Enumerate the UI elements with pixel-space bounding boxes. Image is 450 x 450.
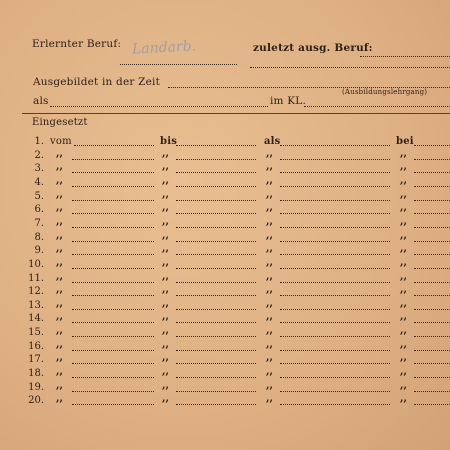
ditto-bis: ,, bbox=[162, 230, 169, 241]
vom-field[interactable] bbox=[72, 159, 154, 160]
ditto-als: ,, bbox=[266, 216, 273, 227]
ditto-bei: ,, bbox=[400, 393, 407, 404]
als-field-row[interactable] bbox=[280, 282, 390, 283]
bei-field[interactable] bbox=[414, 309, 450, 310]
bei-field[interactable] bbox=[414, 172, 450, 173]
bei-field[interactable] bbox=[414, 145, 450, 146]
ditto-vom: ,, bbox=[56, 311, 63, 322]
ditto-bis: ,, bbox=[162, 257, 169, 268]
ditto-bis: ,, bbox=[162, 243, 169, 254]
ditto-als: ,, bbox=[266, 298, 273, 309]
ditto-bei: ,, bbox=[400, 339, 407, 350]
ditto-bei: ,, bbox=[400, 366, 407, 377]
bei-field[interactable] bbox=[414, 404, 450, 405]
bis-field[interactable] bbox=[176, 159, 256, 160]
bei-field[interactable] bbox=[414, 350, 450, 351]
als-field-row[interactable] bbox=[280, 391, 390, 392]
zuletzt-beruf-field-line2[interactable] bbox=[250, 67, 450, 68]
ditto-bis: ,, bbox=[162, 393, 169, 404]
row-number: 16. bbox=[28, 341, 44, 352]
row-number: 6. bbox=[34, 204, 44, 215]
ditto-bei: ,, bbox=[400, 243, 407, 254]
als-field-row[interactable] bbox=[280, 172, 390, 173]
ditto-vom: ,, bbox=[56, 271, 63, 282]
vom-field[interactable] bbox=[72, 404, 154, 405]
row-number: 18. bbox=[28, 368, 44, 379]
bis-field[interactable] bbox=[176, 309, 256, 310]
bei-field[interactable] bbox=[414, 377, 450, 378]
row-number: 14. bbox=[28, 313, 44, 324]
bis-field[interactable] bbox=[176, 227, 256, 228]
ditto-bis: ,, bbox=[162, 148, 169, 159]
bis-field[interactable] bbox=[176, 336, 256, 337]
ditto-bei: ,, bbox=[400, 271, 407, 282]
vom-field[interactable] bbox=[72, 213, 154, 214]
row-number: 13. bbox=[28, 300, 44, 311]
bei-field[interactable] bbox=[414, 268, 450, 269]
ditto-bei: ,, bbox=[400, 189, 407, 200]
als-field-row[interactable] bbox=[280, 350, 390, 351]
ditto-bis: ,, bbox=[162, 298, 169, 309]
im-kl-field[interactable] bbox=[304, 106, 450, 107]
vom-field[interactable] bbox=[72, 295, 154, 296]
bis-field[interactable] bbox=[176, 295, 256, 296]
bis-field[interactable] bbox=[176, 377, 256, 378]
row-number: 5. bbox=[34, 191, 44, 202]
bei-field[interactable] bbox=[414, 213, 450, 214]
ditto-vom: ,, bbox=[56, 366, 63, 377]
als-field-row[interactable] bbox=[280, 404, 390, 405]
bis-field[interactable] bbox=[176, 363, 256, 364]
ditto-als: ,, bbox=[266, 325, 273, 336]
ditto-vom: ,, bbox=[56, 257, 63, 268]
ditto-bis: ,, bbox=[162, 339, 169, 350]
row-number: 3. bbox=[34, 163, 44, 174]
ditto-bis: ,, bbox=[162, 366, 169, 377]
im-kl-label: im KL. bbox=[270, 95, 307, 107]
erlernter-beruf-handwritten-value: Landarb. bbox=[131, 38, 197, 58]
vom-field[interactable] bbox=[72, 227, 154, 228]
ditto-vom: ,, bbox=[56, 230, 63, 241]
row-number: 11. bbox=[28, 273, 44, 284]
ditto-vom: ,, bbox=[56, 284, 63, 295]
ditto-als: ,, bbox=[266, 271, 273, 282]
ditto-bei: ,, bbox=[400, 284, 407, 295]
vom-field[interactable] bbox=[72, 309, 154, 310]
als-field-row[interactable] bbox=[280, 295, 390, 296]
bis-field[interactable] bbox=[176, 322, 256, 323]
ditto-vom: ,, bbox=[56, 380, 63, 391]
bei-field[interactable] bbox=[414, 336, 450, 337]
vom-field[interactable] bbox=[72, 391, 154, 392]
ditto-vom: ,, bbox=[56, 325, 63, 336]
ditto-vom: ,, bbox=[56, 339, 63, 350]
ditto-als: ,, bbox=[266, 161, 273, 172]
ditto-bis: ,, bbox=[162, 311, 169, 322]
vom-field[interactable] bbox=[72, 322, 154, 323]
ditto-als: ,, bbox=[266, 230, 273, 241]
row-number: 7. bbox=[34, 218, 44, 229]
vom-field[interactable] bbox=[72, 268, 154, 269]
bis-field[interactable] bbox=[176, 172, 256, 173]
row-number: 17. bbox=[28, 354, 44, 365]
row-number: 20. bbox=[28, 395, 44, 406]
als-field-row[interactable] bbox=[280, 254, 390, 255]
vom-field[interactable] bbox=[72, 336, 154, 337]
ditto-als: ,, bbox=[266, 393, 273, 404]
ditto-bis: ,, bbox=[162, 216, 169, 227]
ditto-bei: ,, bbox=[400, 325, 407, 336]
ditto-bis: ,, bbox=[162, 271, 169, 282]
vom-field[interactable] bbox=[72, 377, 154, 378]
als-field-row[interactable] bbox=[280, 200, 390, 201]
ditto-als: ,, bbox=[266, 257, 273, 268]
ditto-bis: ,, bbox=[162, 202, 169, 213]
ditto-bei: ,, bbox=[400, 311, 407, 322]
eingesetzt-title: Eingesetzt bbox=[32, 117, 88, 128]
ditto-bei: ,, bbox=[400, 148, 407, 159]
ditto-bei: ,, bbox=[400, 298, 407, 309]
als-field-row[interactable] bbox=[280, 309, 390, 310]
row-number: 1. bbox=[34, 136, 44, 147]
ditto-bis: ,, bbox=[162, 161, 169, 172]
divider-line bbox=[22, 113, 450, 114]
vom-field[interactable] bbox=[72, 350, 154, 351]
ditto-bei: ,, bbox=[400, 202, 407, 213]
vom-field[interactable] bbox=[72, 363, 154, 364]
ditto-als: ,, bbox=[266, 380, 273, 391]
row-number: 12. bbox=[28, 286, 44, 297]
bei-field[interactable] bbox=[414, 363, 450, 364]
bis-field[interactable] bbox=[176, 268, 256, 269]
bis-field[interactable] bbox=[176, 350, 256, 351]
vom-field[interactable] bbox=[74, 145, 154, 146]
ditto-als: ,, bbox=[266, 339, 273, 350]
row-number: 19. bbox=[28, 382, 44, 393]
ditto-vom: ,, bbox=[56, 161, 63, 172]
bei-field[interactable] bbox=[414, 295, 450, 296]
ditto-als: ,, bbox=[266, 352, 273, 363]
bis-field[interactable] bbox=[176, 282, 256, 283]
als-field-row[interactable] bbox=[280, 145, 390, 146]
ditto-vom: ,, bbox=[56, 189, 63, 200]
ditto-bis: ,, bbox=[162, 352, 169, 363]
bei-field[interactable] bbox=[414, 254, 450, 255]
als-field-row[interactable] bbox=[280, 363, 390, 364]
als-field-row[interactable] bbox=[280, 241, 390, 242]
bei-field[interactable] bbox=[414, 200, 450, 201]
ditto-bei: ,, bbox=[400, 230, 407, 241]
bis-field[interactable] bbox=[176, 404, 256, 405]
erlernter-beruf-field[interactable] bbox=[120, 64, 237, 65]
ditto-als: ,, bbox=[266, 366, 273, 377]
ditto-vom: ,, bbox=[56, 393, 63, 404]
bis-field[interactable] bbox=[176, 241, 256, 242]
ditto-bis: ,, bbox=[162, 325, 169, 336]
row-number: 15. bbox=[28, 327, 44, 338]
vom-field[interactable] bbox=[72, 186, 154, 187]
als-label: als bbox=[33, 95, 49, 107]
ditto-bis: ,, bbox=[162, 189, 169, 200]
bis-field[interactable] bbox=[176, 391, 256, 392]
vom-field[interactable] bbox=[72, 282, 154, 283]
als-field-row[interactable] bbox=[280, 377, 390, 378]
ausbildungslehrgang-label: (Ausbildungslehrgang) bbox=[342, 88, 428, 96]
als-field-row[interactable] bbox=[280, 159, 390, 160]
bei-label: bei bbox=[396, 136, 414, 147]
ditto-vom: ,, bbox=[56, 148, 63, 159]
ditto-bis: ,, bbox=[162, 380, 169, 391]
ditto-bei: ,, bbox=[400, 257, 407, 268]
bei-field[interactable] bbox=[414, 227, 450, 228]
bei-field[interactable] bbox=[414, 322, 450, 323]
vom-field[interactable] bbox=[72, 254, 154, 255]
ditto-vom: ,, bbox=[56, 298, 63, 309]
zuletzt-beruf-field[interactable] bbox=[360, 56, 450, 57]
bis-label: bis bbox=[160, 136, 178, 147]
row-number: 9. bbox=[34, 245, 44, 256]
ditto-als: ,, bbox=[266, 175, 273, 186]
ditto-bis: ,, bbox=[162, 175, 169, 186]
ditto-vom: ,, bbox=[56, 175, 63, 186]
bei-field[interactable] bbox=[414, 241, 450, 242]
als-column-label: als bbox=[264, 136, 281, 147]
bis-field[interactable] bbox=[176, 200, 256, 201]
vom-field[interactable] bbox=[72, 200, 154, 201]
als-field-row[interactable] bbox=[280, 227, 390, 228]
zuletzt-beruf-label: zuletzt ausg. Beruf: bbox=[253, 42, 373, 54]
row-number: 10. bbox=[28, 259, 44, 270]
bei-field[interactable] bbox=[414, 159, 450, 160]
bei-field[interactable] bbox=[414, 186, 450, 187]
bei-field[interactable] bbox=[414, 391, 450, 392]
ditto-vom: ,, bbox=[56, 243, 63, 254]
als-field-row[interactable] bbox=[280, 213, 390, 214]
ditto-bis: ,, bbox=[162, 284, 169, 295]
row-number: 2. bbox=[34, 150, 44, 161]
als-field-row[interactable] bbox=[280, 322, 390, 323]
ditto-vom: ,, bbox=[56, 216, 63, 227]
bis-field[interactable] bbox=[176, 254, 256, 255]
bis-field[interactable] bbox=[176, 186, 256, 187]
ditto-als: ,, bbox=[266, 202, 273, 213]
ditto-bei: ,, bbox=[400, 352, 407, 363]
vom-field[interactable] bbox=[72, 241, 154, 242]
bis-field[interactable] bbox=[176, 145, 256, 146]
als-field-row[interactable] bbox=[280, 336, 390, 337]
ditto-vom: ,, bbox=[56, 202, 63, 213]
ditto-als: ,, bbox=[266, 189, 273, 200]
ditto-als: ,, bbox=[266, 243, 273, 254]
ditto-bei: ,, bbox=[400, 380, 407, 391]
erlernter-beruf-label: Erlernter Beruf: bbox=[32, 38, 122, 50]
ditto-vom: ,, bbox=[56, 352, 63, 363]
ausgebildet-label: Ausgebildet in der Zeit bbox=[33, 76, 161, 88]
vom-field[interactable] bbox=[72, 172, 154, 173]
ditto-bei: ,, bbox=[400, 161, 407, 172]
ditto-als: ,, bbox=[266, 284, 273, 295]
ditto-als: ,, bbox=[266, 311, 273, 322]
ditto-bei: ,, bbox=[400, 175, 407, 186]
bei-field[interactable] bbox=[414, 282, 450, 283]
row-number: 4. bbox=[34, 177, 44, 188]
ditto-bei: ,, bbox=[400, 216, 407, 227]
bis-field[interactable] bbox=[176, 213, 256, 214]
vom-label: vom bbox=[50, 136, 72, 147]
als-field[interactable] bbox=[50, 106, 268, 107]
row-number: 8. bbox=[34, 232, 44, 243]
ditto-als: ,, bbox=[266, 148, 273, 159]
als-field-row[interactable] bbox=[280, 186, 390, 187]
als-field-row[interactable] bbox=[280, 268, 390, 269]
